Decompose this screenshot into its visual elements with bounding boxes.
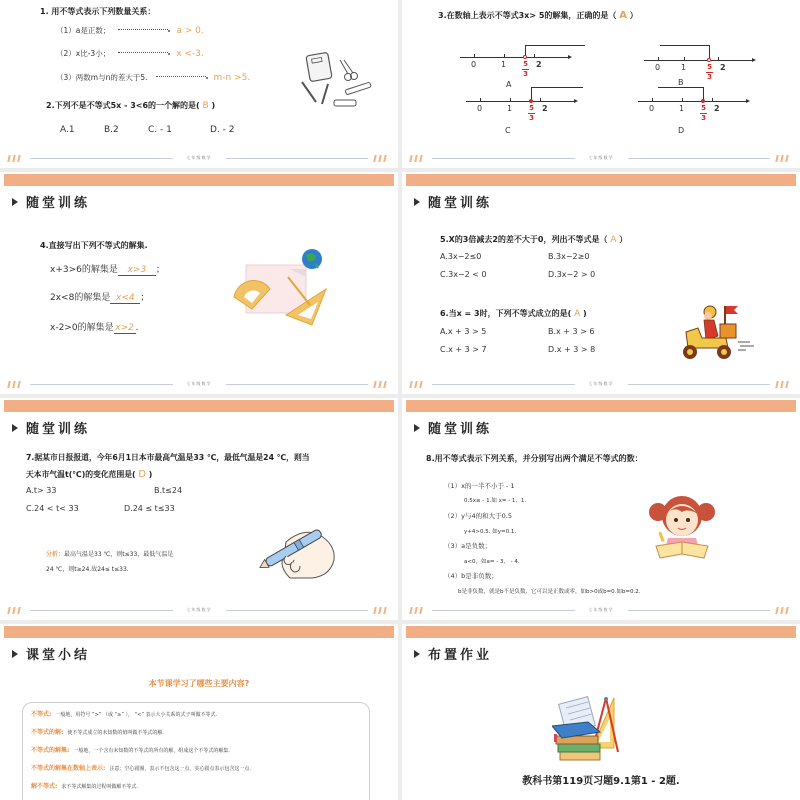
q6-title: 6.当x = 3时，下列不等式成立的是( A ) — [440, 309, 587, 319]
slide-4[interactable] — [402, 172, 800, 394]
footer-divider — [432, 384, 575, 385]
slide-footer — [8, 380, 390, 388]
q2-option-c: C. - 1 — [148, 125, 172, 135]
caption-c: C — [505, 126, 511, 135]
footer-text: 七年级数学 — [186, 381, 212, 386]
footer-divider — [226, 610, 369, 611]
footer-divider — [628, 158, 771, 159]
slide-3[interactable] — [0, 172, 398, 394]
footer-ornament-icon — [776, 381, 792, 388]
delivery-scooter-icon — [676, 302, 760, 364]
triangle-bullet-icon — [12, 198, 18, 206]
open-circle — [707, 58, 711, 62]
section-title: 随堂训练 — [12, 192, 90, 211]
filled-dot — [701, 99, 705, 103]
footer-divider — [628, 610, 771, 611]
fraction-5-3: 5 3 — [701, 104, 706, 122]
summary-subtitle: 本节课学习了哪些主要内容? — [148, 679, 250, 688]
q6-answer: A — [574, 309, 581, 319]
q8-answer-4: b是非负数，就是b不是负数，它可以是正数或零，如b>0或b=0.如b=0.2. — [458, 589, 641, 595]
footer-text: 七年级数学 — [588, 381, 614, 386]
q1-item-1: （1）a是正数； a > 0. — [56, 26, 204, 36]
footer-ornament-icon — [410, 155, 426, 162]
q1-item-3: （3）两数m与n的差大于5. m-n >5. — [56, 73, 251, 83]
q2-title: 2.下列不是不等式5x - 3<6的一个解的是( B ) — [46, 101, 216, 111]
footer-text: 七年级数学 — [588, 155, 614, 160]
footer-text: 七年级数学 — [588, 607, 614, 612]
q4-item-2: 2x<8的解集是 x<4 ； — [50, 293, 150, 303]
footer-divider — [432, 158, 575, 159]
q5-option-a: A.3x−2≤0 — [440, 252, 482, 261]
footer-ornament-icon — [776, 155, 792, 162]
accent-bar — [4, 400, 394, 412]
caption-b: B — [678, 78, 684, 87]
slide-2[interactable] — [402, 0, 800, 168]
q8-answer-2: y+4>0.5. 如y=0.1. — [464, 529, 517, 535]
accent-bar — [406, 400, 796, 412]
triangle-bullet-icon — [414, 424, 420, 432]
footer-ornament-icon — [374, 155, 390, 162]
slide-footer — [8, 606, 390, 614]
q4-item-3: x-2>0的解集是 x>2 . — [50, 323, 139, 333]
q5-option-c: C.3x−2 < 0 — [440, 270, 487, 279]
accent-bar — [4, 626, 394, 638]
footer-divider — [30, 384, 173, 385]
slide-7[interactable] — [0, 624, 398, 800]
summary-box — [22, 702, 370, 800]
footer-divider — [628, 384, 771, 385]
q2-option-a: A.1 — [60, 125, 75, 135]
q8-answer-1: 0.5x≥ - 1.如 x= - 1，1. — [464, 498, 527, 504]
q5-answer: A — [610, 235, 617, 245]
q6-option-c: C.x + 3 > 7 — [440, 345, 487, 354]
q5-title: 5.X的3倍减去2的差不大于0，列出不等式是（ A ） — [440, 235, 628, 245]
footer-divider — [30, 158, 173, 159]
q7-line-1: 7.据某市日报报道，今年6月1日本市最高气温是33 ℃，最低气温是24 ℃，则当 — [26, 453, 310, 462]
slide-footer — [8, 154, 390, 162]
triangle-bullet-icon — [414, 650, 420, 658]
q8-item-1: （1）x的一半不小于 - 1 — [444, 482, 515, 490]
dotted-arrow — [118, 52, 168, 53]
triangle-bullet-icon — [414, 198, 420, 206]
caption-d: D — [678, 126, 685, 135]
filled-dot — [529, 99, 533, 103]
hand-pen-icon — [256, 516, 342, 580]
number-line-c: 0 1 2 5 3 C — [466, 86, 596, 136]
q4-answer-1: x>3 — [118, 265, 156, 276]
q4-answer-3: x>2 — [115, 323, 134, 333]
number-line-a: 0 1 2 5 3 A — [460, 42, 590, 92]
fraction-5-3: 5 3 — [523, 60, 528, 78]
q7-option-d: D.24 ≤ t≤33 — [124, 504, 175, 513]
slide-footer — [410, 154, 792, 162]
footer-ornament-icon — [410, 381, 426, 388]
summary-row: 不等式的解集: 一般地，一个含有未知数的不等式的所有的解，组成这个不等式的解集. — [31, 747, 230, 754]
accent-bar — [4, 174, 394, 186]
q5-option-b: B.3x−2≥0 — [548, 252, 590, 261]
q2-answer: B — [202, 101, 209, 111]
q8-item-2: （2）y与4的和大于0.5 — [444, 512, 512, 520]
footer-ornament-icon — [8, 607, 24, 614]
q7-option-a: A.t> 33 — [26, 486, 57, 495]
footer-divider — [226, 158, 369, 159]
footer-divider — [432, 610, 575, 611]
q6-option-b: B.x + 3 > 6 — [548, 327, 595, 336]
q8-item-3: （3）a是负数； — [444, 542, 492, 550]
open-circle — [523, 55, 527, 59]
footer-ornament-icon — [8, 155, 24, 162]
q7-option-c: C.24 < t< 33 — [26, 504, 79, 513]
footer-ornament-icon — [374, 607, 390, 614]
q1-answer-1: a > 0. — [176, 26, 204, 36]
summary-row: 不等式的解: 使不等式成立的未知数的值叫做不等式的解. — [31, 729, 164, 736]
footer-ornament-icon — [776, 607, 792, 614]
q8-item-4: （4）b是非负数； — [444, 572, 498, 580]
slide-footer — [410, 606, 792, 614]
accent-bar — [406, 174, 796, 186]
q8-title: 8.用不等式表示下列关系，并分别写出两个满足不等式的数： — [426, 454, 643, 463]
fraction-5-3: 5 3 — [707, 63, 712, 81]
triangle-bullet-icon — [12, 650, 18, 658]
section-title: 随堂训练 — [414, 418, 492, 437]
slide-8[interactable] — [402, 624, 800, 800]
q3-title: 3.在数轴上表示不等式3x> 5的解集，正确的是（ A ） — [438, 10, 638, 21]
dotted-arrow — [118, 29, 168, 30]
q7-answer: D — [138, 469, 147, 480]
summary-row: 解不等式: 求不等式解集的过程叫做解不等式. — [31, 783, 138, 790]
analysis-label: 分析： — [46, 551, 65, 558]
section-title: 随堂训练 — [12, 418, 90, 437]
summary-row: 不等式: 一般地，用符号 “>” （或 “≥” ）， “<” 表示大小关系的式子叫做不等式. — [31, 711, 218, 718]
footer-ornament-icon — [8, 381, 24, 388]
q6-option-a: A.x + 3 > 5 — [440, 327, 487, 336]
summary-row: 不等式的解集在数轴上表示: 注意：空心圆圈，表示不包含这一点，实心圆点表示包含这一点. — [31, 765, 251, 772]
q1-answer-3: m-n >5. — [213, 73, 251, 83]
stationery-icon — [300, 52, 375, 114]
q4-answer-2: x<4 — [110, 293, 140, 304]
section-title: 课堂小结 — [12, 644, 90, 663]
q6-option-d: D.x + 3 > 8 — [548, 345, 596, 354]
footer-ornament-icon — [374, 381, 390, 388]
q3-answer: A — [619, 10, 627, 21]
slide-6[interactable] — [402, 398, 800, 620]
footer-ornament-icon — [410, 607, 426, 614]
homework-text: 教科书第119页习题9.1第1 - 2题. — [522, 776, 680, 787]
number-line-d: 0 1 2 5 3 D — [638, 86, 768, 136]
caption-a: A — [506, 80, 512, 89]
footer-text: 七年级数学 — [186, 607, 212, 612]
q8-answer-3: a<0，如a= - 3， - 4. — [464, 559, 520, 565]
q7-line-2: 天本市气温t(℃)的变化范围是( D ) — [26, 469, 153, 480]
q5-option-d: D.3x−2 > 0 — [548, 270, 596, 279]
slide-5[interactable] — [0, 398, 398, 620]
q7-option-b: B.t≤24 — [154, 486, 183, 495]
footer-text: 七年级数学 — [186, 155, 212, 160]
analysis-line-1: 分析：最高气温是33 ℃，则t≤33，最低气温是 — [46, 551, 174, 558]
slide-1[interactable] — [0, 0, 398, 168]
footer-divider — [30, 610, 173, 611]
number-line-b: 0 1 2 5 3 B — [644, 42, 774, 92]
q2-option-d: D. - 2 — [210, 125, 235, 135]
fraction-5-3: 5 3 — [529, 104, 534, 122]
q1-item-2: （2）x比-3小； x <-3. — [56, 49, 204, 59]
footer-divider — [226, 384, 369, 385]
accent-bar — [406, 626, 796, 638]
analysis-line-2: 24 ℃，则t≥24.故24≤ t≤33. — [46, 566, 129, 573]
q2-option-b: B.2 — [104, 125, 119, 135]
girl-reading-icon — [648, 490, 716, 562]
q4-title: 4.直接写出下列不等式的解集. — [40, 241, 148, 250]
q4-item-1: x+3>6的解集是 x>3 ； — [50, 265, 165, 275]
section-title: 布置作业 — [414, 644, 492, 663]
dotted-arrow — [156, 76, 206, 77]
triangle-bullet-icon — [12, 424, 18, 432]
books-compass-icon — [552, 696, 642, 768]
section-title: 随堂训练 — [414, 192, 492, 211]
slide-footer — [410, 380, 792, 388]
q1-title: 1. 用不等式表示下列数量关系： — [40, 7, 156, 16]
q1-answer-2: x <-3. — [176, 49, 204, 59]
geometry-tools-icon — [230, 247, 340, 332]
